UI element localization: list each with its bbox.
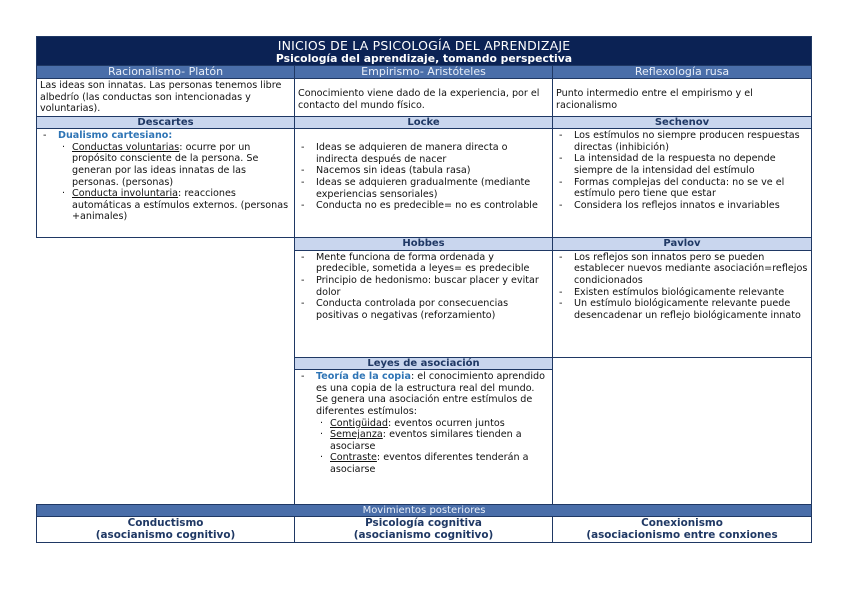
list-item: - Conducta controlada por consecuencias positivas o negativas (reforzamiento) bbox=[298, 298, 549, 321]
list-item bbox=[298, 371, 549, 475]
movimiento-conductismo bbox=[37, 517, 295, 543]
movimientos-header: Movimientos posteriores bbox=[37, 505, 812, 517]
list-item bbox=[316, 418, 549, 430]
movimiento-name: Psicología cognitiva bbox=[365, 517, 482, 530]
list-item: - Ideas se adquieren de manera directa o indirecta después de nacer bbox=[298, 142, 549, 165]
list-item: - Formas complejas del conducta: no se ve el estímulo pero tiene que estar bbox=[556, 177, 808, 200]
summary-table bbox=[36, 36, 812, 543]
column-header-racionalismo: Racionalismo- Platón bbox=[37, 66, 295, 79]
title-row bbox=[37, 37, 812, 66]
contiguidad-text: : eventos ocurren juntos bbox=[387, 417, 505, 429]
author-content-row-1 bbox=[37, 129, 812, 238]
teoria-copia-text: : el conocimiento aprendido es una copia de la estructura real del mundo. Se genera una asociación entre estímulos de diferentes estímulos: bbox=[316, 371, 545, 418]
pavlov-content bbox=[553, 250, 812, 357]
document-subtitle: Psicología del aprendizaje, tomando perspectiva bbox=[275, 52, 573, 65]
sechenov-header: Sechenov bbox=[553, 116, 812, 129]
contraste-text: : eventos diferentes tenderán a asociarse bbox=[330, 452, 529, 476]
hobbes-content bbox=[295, 250, 553, 357]
column-header-row bbox=[37, 66, 812, 79]
term-semejanza: Semejanza bbox=[330, 429, 383, 441]
movimiento-sub: (asociacionismo entre conxiones bbox=[586, 529, 778, 542]
leyes-sublist bbox=[316, 418, 549, 476]
movimiento-sub: (asocianismo cognitivo) bbox=[95, 529, 236, 542]
movimiento-sub: (asocianismo cognitivo) bbox=[353, 529, 494, 542]
descartes-content bbox=[37, 129, 295, 238]
term-involuntaria: Conducta involuntaria bbox=[72, 188, 179, 200]
teoria-copia-heading: Teoría de la copia bbox=[316, 371, 411, 383]
sechenov-list bbox=[556, 130, 808, 211]
movimiento-name: Conexionismo bbox=[641, 517, 723, 530]
semejanza-text: : eventos similares tienden a asociarse bbox=[330, 429, 522, 452]
empirismo-definition-text: Conocimiento viene dado de la experiencia, por el contacto del mundo físico. bbox=[298, 88, 540, 111]
author-header-row-2 bbox=[37, 238, 812, 251]
column-header-empirismo: Empirismo- Aristóteles bbox=[295, 66, 553, 79]
voluntarias-text: : ocurre por un propósito consciente de la persona. Se generan por las ideas innatas de las personas. (personas) bbox=[72, 141, 259, 188]
summary-sheet bbox=[36, 36, 811, 543]
movimiento-psicologia-cognitiva bbox=[295, 517, 553, 543]
empty-cell bbox=[553, 357, 812, 505]
hobbes-header: Hobbes bbox=[295, 238, 553, 251]
list-item: - Existen estímulos biológicamente relevante bbox=[556, 287, 808, 299]
reflexologia-definition-text: Punto intermedio entre el empirismo y el racionalismo bbox=[556, 88, 753, 111]
author-header-row-1 bbox=[37, 116, 812, 129]
list-item: - La intensidad de la respuesta no depende siempre de la intensidad del estímulo bbox=[556, 153, 808, 176]
locke-header: Locke bbox=[295, 116, 553, 129]
empirismo-definition bbox=[295, 79, 553, 117]
sechenov-content bbox=[553, 129, 812, 238]
descartes-sublist bbox=[58, 142, 291, 223]
movimiento-name: Conductismo bbox=[127, 517, 204, 530]
list-item: - Principio de hedonismo: buscar placer y evitar dolor bbox=[298, 275, 549, 298]
list-item bbox=[58, 142, 291, 188]
leyes-header: Leyes de asociación bbox=[295, 357, 553, 370]
list-item: - Un estímulo biológicamente relevante puede desencadenar un reflejo biológicamente innato bbox=[556, 298, 808, 321]
list-item: - Los reflejos son innatos pero se pueden establecer nuevos mediante asociación=reflejos condicionados bbox=[556, 252, 808, 287]
pavlov-list bbox=[556, 252, 808, 322]
definition-row bbox=[37, 79, 812, 117]
title-cell bbox=[37, 37, 812, 66]
hobbes-list bbox=[298, 252, 549, 322]
list-item: - Conducta no es predecible= no es controlable bbox=[298, 200, 549, 212]
list-item: - Nacemos sin ideas (tabula rasa) bbox=[298, 165, 549, 177]
term-voluntarias: Conductas voluntarias bbox=[72, 141, 180, 153]
leyes-content bbox=[295, 370, 553, 505]
descartes-list bbox=[40, 130, 291, 223]
column-header-reflexologia: Reflexología rusa bbox=[553, 66, 812, 79]
involuntaria-text: : reacciones automáticas a estímulos externos. (personas +animales) bbox=[72, 188, 289, 223]
reflexologia-definition bbox=[553, 79, 812, 117]
list-item: - Los estímulos no siempre producen respuestas directas (inhibición) bbox=[556, 130, 808, 153]
list-item bbox=[40, 130, 291, 223]
locke-list bbox=[298, 142, 549, 212]
list-item: - Ideas se adquieren gradualmente (mediante experiencias sensoriales) bbox=[298, 177, 549, 200]
descartes-header: Descartes bbox=[37, 116, 295, 129]
document-title: INICIOS DE LA PSICOLOGÍA DEL APRENDIZAJE bbox=[277, 38, 571, 53]
leyes-list bbox=[298, 371, 549, 475]
empty-cell bbox=[37, 238, 295, 505]
list-item bbox=[316, 452, 549, 475]
locke-content bbox=[295, 129, 553, 238]
list-item bbox=[316, 429, 549, 452]
movimientos-header-row bbox=[37, 505, 812, 517]
movimientos-row bbox=[37, 517, 812, 543]
list-item: - Mente funciona de forma ordenada y predecible, sometida a leyes= es predecible bbox=[298, 252, 549, 275]
pavlov-header: Pavlov bbox=[553, 238, 812, 251]
dualismo-heading: Dualismo cartesiano: bbox=[58, 130, 173, 142]
list-item: - Considera los reflejos innatos e invariables bbox=[556, 200, 808, 212]
list-item bbox=[58, 188, 291, 223]
term-contiguidad: Contigüidad bbox=[330, 417, 388, 429]
term-contraste: Contraste bbox=[330, 452, 377, 464]
movimiento-conexionismo bbox=[553, 517, 812, 543]
racionalismo-definition: Las ideas son innatas. Las personas tenemos libre albedrío (las conductas son intencionadas y voluntarias). bbox=[37, 79, 295, 117]
